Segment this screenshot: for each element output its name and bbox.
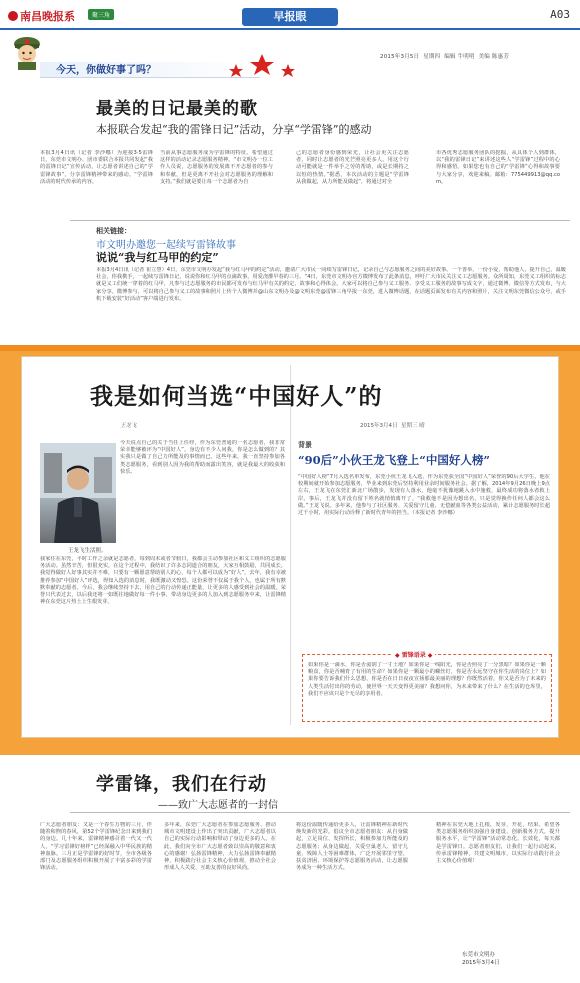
book-spine: [290, 365, 291, 725]
background-kicker: 背景: [298, 441, 312, 449]
article2-subtitle: 说说“我与红马甲的约定”: [96, 251, 219, 264]
stars-icon: [226, 52, 298, 78]
quote-text: 如果你是一滴水，你是否滋润了一寸土地？如果你是一线阳光，你是否照亮了一分黑暗？如果你是一颗粮食，你是否哺育了有用的生命？如果你是一颗最小的螺丝钉，你是否永远坚守在你生活的岗位上？如果你要告诉我们什么思想，你是否在日日夜夜宣扬那最美丽的理想？你既然活着，你又是否为了未来的人类生活付出你的劳动，使世界一天天变得更美丽？我想问你，为未来带来了什么？在生活的仓库里，我们不应该只是个无尽的享用者。: [308, 662, 546, 697]
letter-signature: 东莞市文明办: [462, 952, 496, 958]
portrait-illustration: [40, 443, 116, 543]
issue-meta: [380, 52, 509, 60]
feature-left-text-bottom: 我家住在东莞，平时工作之余就是志愿者，每到周末或者节假日，我都会主动参加社区和义工组织的志愿服务活动。虽然辛苦，但很充实。在这个过程中，我结识了许多志同道合的朋友，大家互相鼓励，共同成长。我觉得做好人好事其实并不难，只要有一颗愿意帮助别人的心，每个人都可以成为“好人”。去年，我有幸被推荐参加“中国好人”评选，得知入选的消息时，我既激动又惶恐。这份荣誉不仅属于我个人，也属于所有默默奉献的志愿者。今后，我会继续坚持下去，用自己的行动传递正能量，让更多的人感受到社会的温暖。荣誉只代表过去，以后我还将一如既往地做好每一件小事，带动身边更多的人加入到志愿服务中来，让雷锋精神在东莞这片热土上生根发芽。: [40, 556, 286, 606]
letter-title: 学雷锋，我们在行动: [96, 774, 267, 795]
letter-column-4: 精神在东莞大地上扎根，发芽，开花，结果。希望各类志愿服务组织加强自身建设，创新服务方式，提升服务水平，让“学雷锋”活动常态化、长效化，每天都是学雷锋日。志愿者朋友们，让我们一起行动起来，传承雷锋精神，共建文明城市，以实际行动践行社会主义核心价值观！: [436, 822, 560, 865]
page-section-tab: 早报眼: [242, 8, 338, 26]
feature-title: 我是如何当选“中国好人”的: [90, 383, 383, 410]
article1-column-4: 市各优秀志愿服务团队的挖掘，从具体个人到群体，以“我的雷锋日记”来讲述这些人“学雷锋”过程中的心得和感悟。如果您也有自己的“学雷锋”心得和故事要与大家分享，欢迎来稿。邮箱：775449913@qq.com。: [436, 150, 560, 185]
portrait-photo: [40, 443, 116, 543]
article1-subtitle: 本报联合发起“我的雷锋日记”活动，分享“学雷锋”的感动: [96, 123, 372, 136]
feature-date: [360, 421, 425, 429]
section-divider: [70, 220, 570, 221]
article2-body: 本报3月4日讯（记者 崔立慧）4日，东莞市文明办发起“我与红马甲的约定”活动，邀请广大市民一同续写雷锋日记，记录自己与志愿服务之间的美好故事。一个善举，一份小爱，帮助他人，提升自己，温暖社会，你我携手，一起续写雷锋日记，说说你和红马甲的点滴故事，用爱浇灌早春的三月。“4日，东莞市文明办官方微博发布了此条消息，呼吁广大市民关注义工志愿服务。众所周知，东莞义工组织的标志就是义工们统一穿着的红马甲，凡参与过志愿服务的市民都可发布与红马甲有关的约定、故事和心得体会。大家可以将自己参与义工服务、享受义工服务的故事写成文字，通过微博、微信等方式发布，与大家分享。微博参与，可以将自己参与义工的故事和照片上传个人微博并@山东文明办及@文明东莞@雷锋三角早报一东莞，进入微博话题，在话题页面发布有关内容和照片，关注文明东莞微信公众号，或手机下载安装“好活动”客户端进行发布。: [96, 267, 566, 302]
background-body: “中国好人榜”7月入选名单发布，东莞小伙王龙飞入选，作为东莞获全国“中国好人”荣誉的90后大学生，他在校期间就开始参加志愿服务，毕业来到东莞后坚持利用业余时间服务社会。据了解，2014年9月26日晚上9点左右，王龙飞在东莞汇新北广场散步，发现有人落水，他毫不犹豫地跳入水中施救，最终成功将落水者救上岸。事后，王龙飞并没有留下姓名就悄悄离开了。“我救他不是因为想出名，只是觉得换作任何人都会这么做。”王龙飞说。多年来，他参与了社区服务、关爱留守儿童、无偿献血等各类公益活动，累计志愿服务时长超过千小时，用实际行动诠释了新时代青年的担当。（本报记者 李沙娜）: [298, 474, 550, 517]
issue-editor: 编辑 牛明明: [444, 54, 475, 60]
page-number: A03: [550, 8, 570, 21]
feature-left-text-top: 今天说点自己的关于当任上任经，作为东莞普通的一名志愿者，我非常荣幸能够被评为“中国好人”。身边有不少人问我，你是怎么做到的？其实我只是做了自己力所能及的事情而已。这些年来，我一直坚持参加各类志愿服务，看到别人因为我的帮助而露出笑容，就是我最大的收获和快乐。: [120, 440, 285, 475]
photo-caption: 王龙飞生活照。: [68, 548, 107, 554]
quote-label-text: 雷锋语录: [401, 652, 426, 659]
logo-mark-icon: [8, 11, 18, 21]
article1-column-1: 本报3月4日讯（记者 李沙娜）为迎接3·5雷锋日，东莞市文明办、团市委联合本报共同发起“我的雷锋日记”宣传活动，让志愿者讲述自己的“学雷锋故事”，分享雷锋精神带来的感动。“学雷锋活动的时代传承的内容。: [40, 150, 153, 185]
article1-column-2: 当前从事志愿服务成为学雷锋的特征。希望通过这样的活动记录志愿服务精神。“市文明办一位工作人员说，志愿服务的发展离不开志愿者的参与和奉献，但是更离不开社会对志愿服务的理解和支持。”我们就是要让每一个志愿者为自: [160, 150, 273, 185]
letter-column-3: 将这份温暖传递给更多人，让雷锋精神在新时代焕发新的光彩。倡议全市志愿者朋友：从自身做起，立足岗位、发挥所长，积极参加力所能及的志愿服务；从身边做起，关爱空巢老人、留守儿童、残障人士等困难群体，广泛开展邻里守望、扶贫济困、环境保护等志愿服务活动，让志愿服务成为一种生活方式。: [296, 822, 408, 872]
letter-column-2: 多年来，东莞广大志愿者在参加志愿服务、推动城市文明建设上作出了突出贡献，广大志愿者以自己的实际行动影响和带动了身边更多的人。在此，我们向全市广大志愿者致以崇高的敬意和衷心的感谢！弘扬雷锋精神，大力弘扬雷锋奉献精神，积极践行社会主义核心价值观，推动全社会形成人人关爱、互助友善的良好风尚。: [164, 822, 276, 872]
issue-weekday: 星期四: [423, 54, 441, 60]
feature-weather: 星期三 晴: [401, 423, 425, 429]
logo-text: 南昌晚报系: [20, 10, 75, 23]
banner-slogan: 今天，你做好事了吗？: [56, 65, 156, 76]
article2-title: 市文明办邀您一起续写雷锋故事: [96, 240, 236, 251]
masthead-rule: [0, 28, 580, 30]
issue-designer: 美编 陈惠芳: [478, 54, 510, 60]
article1-column-3: 己的志愿者身份感到荣光，让社会更关注志愿者，同时让志愿者的光芒照亮更多人，用这个行动可能就是一件举手之劳的帮助，或是长期持之以恒的热情。”据悉，本次活动的主题是“学雷锋 从我做起，从力所能及做起”，将通过对全: [296, 150, 409, 185]
feature-author: 王龙飞: [120, 423, 137, 429]
section-chip: 聚三角: [88, 9, 114, 20]
article1-title: 最美的日记最美的歌: [96, 99, 258, 119]
soldier-mascot-icon: [10, 34, 44, 70]
quote-label: ◆ 雷锋语录 ◆: [392, 650, 435, 659]
issue-date: 2015年3月5日: [380, 54, 420, 60]
letter-sign-date: 2015年3月4日: [462, 960, 500, 966]
letter-column-1: 广大志愿者朋友：又是一个春生万物的三月，伴随着和煦的春风，第52个学雷锋纪念日来到我们的身边。几十年来，雷锋精神感召着一代又一代人，“学习雷锋好榜样”已经深融入中华民族的精神血脉。三月正是学雷锋的好时节，全市各级各部门及志愿服务组织积极开展了丰富多彩的学雷锋活动。: [40, 822, 152, 872]
letter-divider: [70, 812, 570, 813]
feature-date-text: 2015年3月4日: [360, 423, 398, 429]
article2-kicker: 相关链接：: [96, 227, 131, 235]
masthead: [0, 0, 580, 30]
newspaper-logo: [8, 8, 75, 24]
letter-subtitle: ——致广大志愿者的一封信: [158, 800, 278, 811]
background-title: “90后”小伙王龙飞登上“中国好人榜”: [298, 453, 490, 467]
